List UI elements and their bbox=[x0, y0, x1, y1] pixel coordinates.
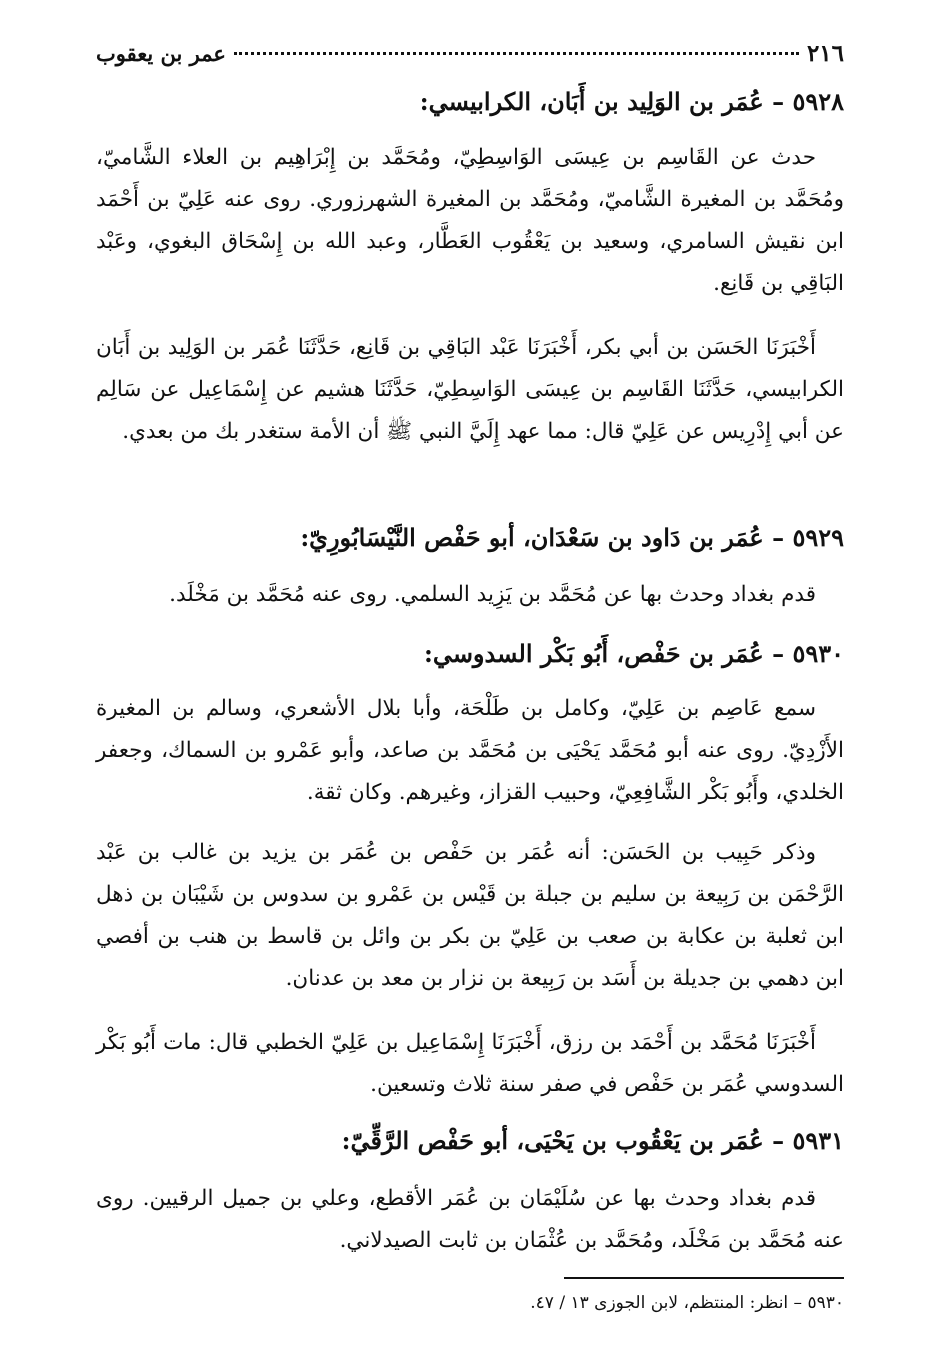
paragraph: سمع عَاصِم بن عَلِيّ، وكامل بن طَلْحَة، وأبا بلال الأشعري، وسالم بن المغيرة الأَزْدِيّ. روى عنه أبو مُحَمَّد يَحْيَى بن مُحَمَّد بن صاعد، وأبو عَمْرو بن السماك، وجعفر الخلدي، وأَبُو بَكْر الشَّافِعِيّ، وحبيب القزاز، وغيرهم. وكان ثقة. bbox=[96, 696, 844, 805]
paragraph: أَخْبَرَنَا مُحَمَّد بن أَحْمَد بن رزق، أَخْبَرَنَا إِسْمَاعِيل بن عَلِيّ الخطبي قال: مات أَبُو بَكْر السدوسي عُمَر بن حَفْص في صفر سنة ثلاث وتسعين. bbox=[96, 1030, 844, 1097]
entry-5929-bio bbox=[96, 574, 844, 616]
running-title: عمر بن يعقوب bbox=[96, 41, 226, 66]
entry-5930-death bbox=[96, 1022, 844, 1106]
entry-heading: ٥٩٢٩ – عُمَر بن دَاود بن سَعْدَان، أبو حَفْص النَّيْسَابُورِيّ: bbox=[300, 523, 844, 552]
entry-5928-bio bbox=[96, 137, 844, 305]
paragraph: قدم بغداد وحدث بها عن سُلَيْمَان بن عُمَر الأقطع، وعلي بن جميل الرقيين. روى عنه مُحَمَّد بن مَخْلَد، ومُحَمَّد بن عُثْمَان بن ثابت الصيدلاني. bbox=[96, 1186, 844, 1253]
entry-heading: ٥٩٣٠ – عُمَر بن حَفْص، أَبُو بَكْر السدوسي: bbox=[423, 639, 844, 668]
footnote: ٥٩٣٠ – انظر: المنتظم، لابن الجوزى ١٣ / ٤٧. bbox=[530, 1293, 844, 1313]
entry-5929 bbox=[96, 518, 844, 558]
entry-5931-bio bbox=[96, 1178, 844, 1262]
paragraph: وذكر حَبِيب بن الحَسَن: أنه عُمَر بن حَفْص بن عُمَر بن يزيد بن غالب بن عَبْد الرَّحْمَن بن رَبِيعة بن سليم بن جبلة بن قَيْس بن عَمْرو بن سدوس بن شَيْبَان بن ذهل ابن ثعلبة بن عكابة بن صعب بن عَلِيّ بن بكر بن وائل بن قاسط بن هنب بن أفصي ابن دهمي بن جديلة بن أَسَد بن رَبِيعة بن نزار بن معد بن عدنان. bbox=[96, 840, 844, 991]
header-leader-dots bbox=[234, 52, 799, 55]
page-header bbox=[96, 40, 844, 67]
entry-5928 bbox=[96, 82, 844, 122]
entry-heading: ٥٩٣١ – عُمَر بن يَعْقُوب بن يَحْيَى، أبو حَفْص الرَّقِّيّ: bbox=[341, 1126, 844, 1155]
page-number: ٢١٦ bbox=[806, 40, 844, 67]
paragraph: قدم بغداد وحدث بها عن مُحَمَّد بن يَزِيد السلمي. روى عنه مُحَمَّد بن مَخْلَد. bbox=[169, 582, 816, 607]
entry-heading: ٥٩٢٨ – عُمَر بن الوَلِيد بن أَبَان، الكرابيسي: bbox=[419, 87, 844, 116]
entry-5930-lineage bbox=[96, 832, 844, 1000]
entry-5930 bbox=[96, 634, 844, 674]
entry-5928-hadith bbox=[96, 327, 844, 453]
paragraph: حدث عن القَاسِم بن عِيسَى الوَاسِطِيّ، ومُحَمَّد بن إِبْرَاهِيم بن العلاء الشَّاميّ، ومُحَمَّد بن المغيرة الشَّاميّ، ومُحَمَّد بن المغيرة الشهرزوري. روى عنه عَلِيّ بن أَحْمَد ابن نقيش السامري، وسعيد بن يَعْقُوب العَطَّار، وعبد الله بن إِسْحَاق البغوي، وعَبْد البَاقِي بن قَانِع. bbox=[96, 145, 844, 296]
footnote-separator bbox=[564, 1277, 844, 1279]
entry-5931 bbox=[96, 1121, 844, 1161]
paragraph: أَخْبَرَنَا الحَسَن بن أبي بكر، أَخْبَرَنَا عَبْد البَاقِي بن قَانِع، حَدَّثَنَا عُمَر بن الوَلِيد بن أَبَان الكرابيسي، حَدَّثَنَا القَاسِم بن عِيسَى الوَاسِطِيّ، حَدَّثَنَا هشيم عن إِسْمَاعِيل عن سَالِم عن أبي إِدْرِيس عن عَلِيّ قال: مما عهد إِلَيَّ النبي ﷺ أن الأمة ستغدر بك من بعدي. bbox=[96, 335, 844, 444]
entry-5930-bio bbox=[96, 688, 844, 814]
